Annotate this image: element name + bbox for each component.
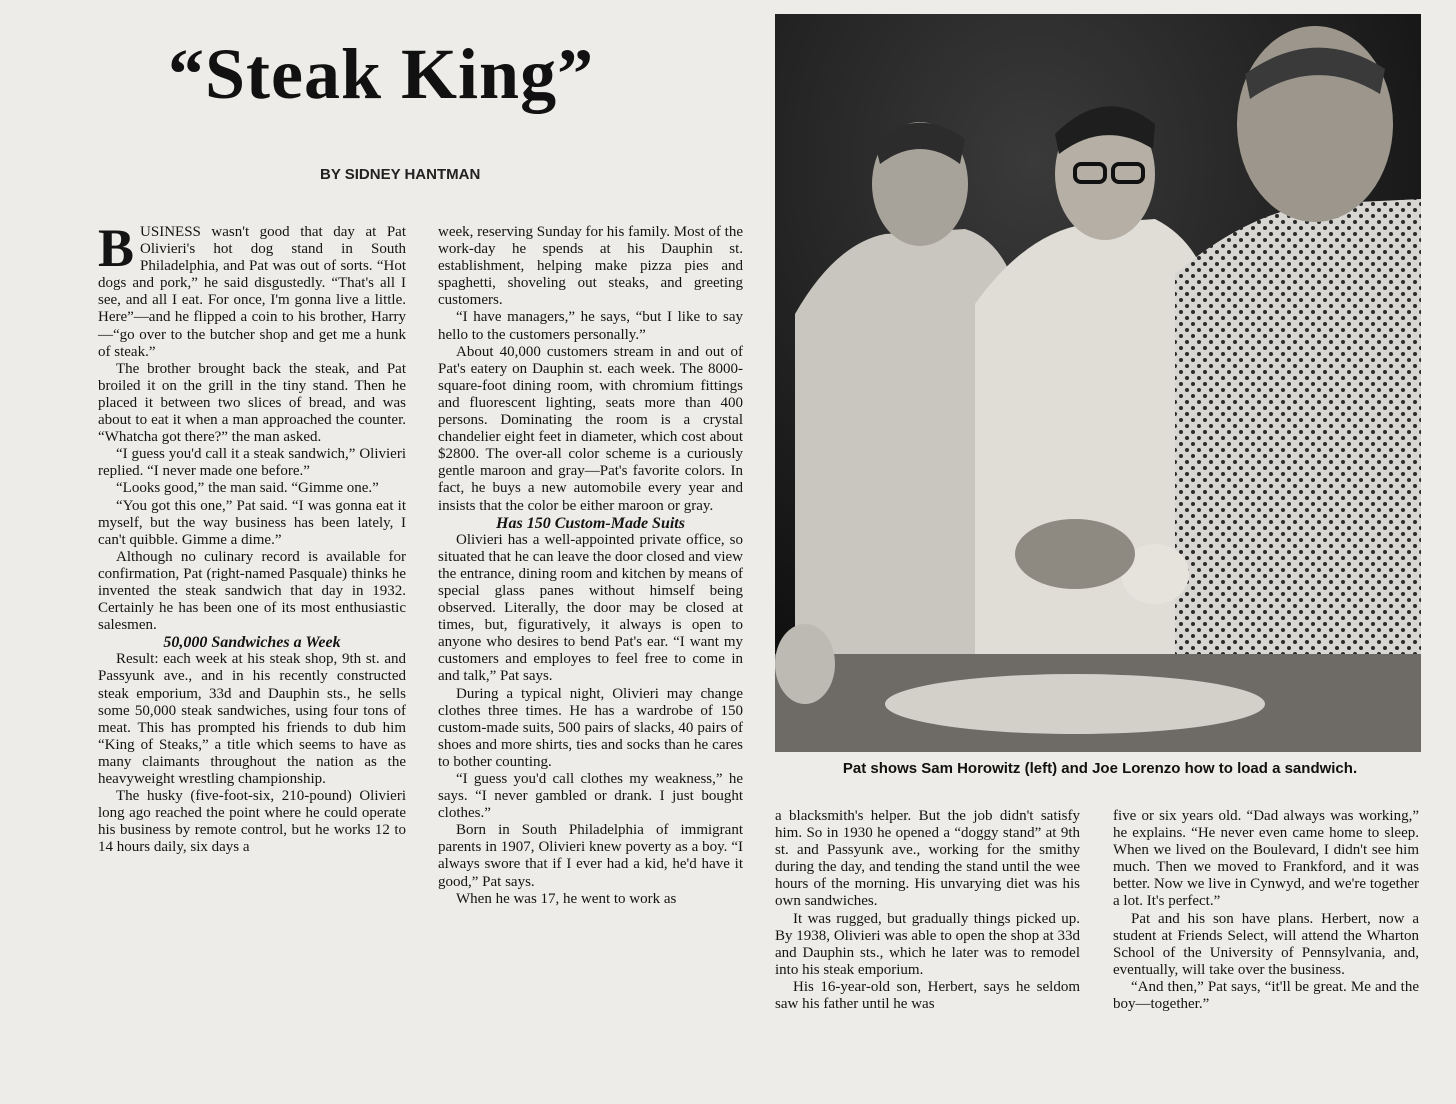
subhead: 50,000 Sandwiches a Week [163,634,341,652]
column-2 [438,224,743,908]
column-1 [98,218,406,856]
paragraph: five or six years old. “Dad always was working,” he explains. “He never even came home to sleep. When we lived on the Boulevard, I didn't see him much. Then we moved to Frankford, and it was better. Now we live in Cynwyd, and we're together a lot. It's perfect.” [1113,808,1419,910]
paragraph: Olivieri has a well-appointed private office, so situated that he can leave the door closed and view the entrance, dining room and kitchen by means of special glass panes without himself being observed. Literally, the door may be closed at times, but, figuratively, it always is open to anyone who desires to bend Pat's ear. “I want my customers and employes to feel free to come in and talk,” Pat says. [438,531,743,685]
paragraph: It was rugged, but gradually things picked up. By 1938, Olivieri was able to open the shop at 33d and Dauphin sts., which he later was to remodel into his steak emporium. [775,910,1080,978]
paragraph: The brother brought back the steak, and Pat broiled it on the grill in the tiny stand. Then he placed it between two slices of bread, and was about to eat it when a man approached the counter. “Whatcha got there?” the man asked. [98,360,406,446]
subhead: Has 150 Custom-Made Suits [496,514,685,532]
paragraph: “And then,” Pat says, “it'll be great. Me and the boy—together.” [1113,978,1419,1013]
photo-illustration [775,14,1421,752]
column-3 [775,808,1080,1013]
paragraph: week, reserving Sunday for his family. Most of the work-day he spends at his Dauphin st. establishment, helping make pizza pies and spaghetti, shoveling out steaks, and greeting customers. [438,224,743,309]
paragraph: During a typical night, Olivieri may change clothes three times. He has a wardrobe of 150 custom-made suits, 500 pairs of slacks, 40 pairs of shoes and more shirts, ties and socks than he cares to bother counting. [438,685,743,770]
paragraph: Result: each week at his steak shop, 9th st. and Passyunk ave., and in his recently constructed steak emporium, 33d and Dauphin sts., he sells some 50,000 steak sandwiches, using four tons of meat. This has prompted his friends to dub him “King of Steaks,” a title which seems to have as many claimants throughout the nation as the heavyweight wrestling championship. [98,651,406,787]
paragraph: Born in South Philadelphia of immigrant parents in 1907, Olivieri knew poverty as a boy. “I always swore that if I ever had a kid, he'd have it good,” Pat says. [438,822,743,890]
drop-cap: B [98,218,135,278]
paragraph: About 40,000 customers stream in and out of Pat's eatery on Dauphin st. each week. The 8000-square-foot dining room, with chromium fittings and fluorescent lighting, seats more than 400 persons. Dominating the room is a crystal chandelier eight feet in diameter, which cost about $2800. The over-all color scheme is a curiously gentle maroon and gray—Pat's favorite colors. In fact, he buys a new automobile every year and insists that the color be either maroon or gray. [438,343,743,514]
paragraph: “Looks good,” the man said. “Gimme one.” [116,480,379,497]
photo-caption: Pat shows Sam Horowitz (left) and Joe Lorenzo how to load a sandwich. [842,760,1358,777]
paragraph: The husky (five-foot-six, 210-pound) Olivieri long ago reached the point where he could operate his business by remote control, but he works 12 to 14 hours daily, six days a [98,788,406,856]
paragraph: Although no culinary record is available for confirmation, Pat (right-named Pasquale) thinks he invented the steak sandwich that day in 1932. Certainly he has been one of its most enthusiastic salesmen. [98,548,406,634]
paragraph: a blacksmith's helper. But the job didn't satisfy him. So in 1930 he opened a “doggy stand” at 9th st. and Passyunk ave., working for the smithy during the day, and tending the stand until the wee hours of the morning. His unvarying diet was his own sandwiches. [775,808,1080,910]
paragraph: “I have managers,” he says, “but I like to say hello to the customers personally.” [438,309,743,343]
paragraph: “I guess you'd call it a steak sandwich,” Olivieri replied. “I never made one before.” [98,446,406,480]
paragraph: When he was 17, he went to work as [456,890,677,907]
paragraph: “You got this one,” Pat said. “I was gonna eat it myself, but the way business has been lately, I can't quibble. Gimme a dime.” [98,497,406,548]
column-4 [1113,808,1419,1013]
headline: “Steak King” [168,34,595,114]
paragraph: Pat and his son have plans. Herbert, now a student at Friends Select, will attend the Wharton School of the University of Pennsylvania, and, eventually, will take over the business. [1113,910,1419,978]
paragraph: BUSINESS wasn't good that day at Pat Olivieri's hot dog stand in South Philadelphia, and Pat was out of sorts. “Hot dogs and pork,” he said disgustedly. “That's all I see, and all I eat. For once, I'm gonna live a little. Here”—and he flipped a coin to his brother, Harry—“go over to the butcher shop and get me a hunk of steak.” [98,218,406,360]
byline: BY SIDNEY HANTMAN [320,166,481,183]
paragraph: His 16-year-old son, Herbert, says he seldom saw his father until he was [775,978,1080,1013]
photo [775,14,1421,752]
paragraph: “I guess you'd call clothes my weakness,” he says. “I never gambled or drank. I just bought clothes.” [438,771,743,822]
